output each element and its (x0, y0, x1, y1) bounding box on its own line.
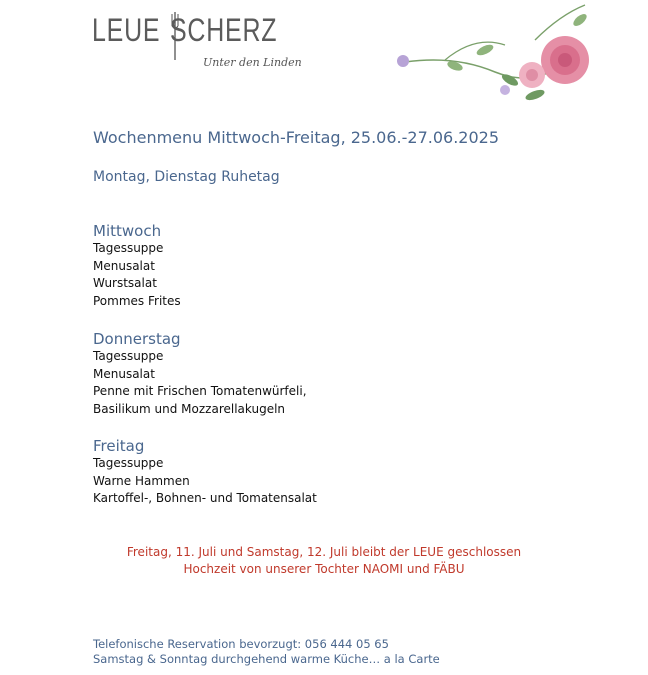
day-donnerstag (93, 330, 307, 418)
day-heading: Donnerstag (93, 330, 181, 348)
rose-decoration-icon (385, 0, 615, 110)
menu-item: Penne mit Frischen Tomatenwürfeli, (93, 384, 307, 398)
menu-item: Menusalat (93, 366, 155, 381)
closure-notice-line: Hochzeit von unserer Tochter NAOMI und FÄBU (183, 562, 465, 576)
logo-text-left: LEUE (92, 12, 161, 48)
menu-item: Pommes Frites (93, 293, 181, 308)
footer (93, 637, 440, 667)
day-heading: Freitag (93, 437, 145, 455)
menu-item: Tagessuppe (93, 349, 164, 363)
day-freitag (93, 437, 317, 508)
logo-text-right: SCHERZ (169, 12, 277, 48)
closure-notice-line: Freitag, 11. Juli und Samstag, 12. Juli bleibt der LEUE geschlossen (126, 545, 522, 559)
reservation-phone: Telefonische Reservation bevorzugt: 056 444 05 65 (93, 637, 389, 651)
menu-item: Basilikum und Mozzarellakugeln (93, 401, 286, 416)
menu-item: Wurstsalat (93, 276, 157, 290)
menu-item: Tagessuppe (93, 456, 164, 470)
day-mittwoch (93, 222, 181, 310)
closure-notice (0, 544, 648, 578)
day-heading: Mittwoch (93, 222, 162, 240)
page-title: Wochenmenu Mittwoch-Freitag, 25.06.-27.06.2025 (93, 128, 500, 147)
logo-subtitle: Unter den Linden (203, 56, 302, 69)
menu-item: Tagessuppe (93, 241, 164, 255)
menu-item: Menusalat (93, 258, 155, 273)
weekend-kitchen-note: Samstag & Sonntag durchgehend warme Küche… a la Carte (93, 652, 440, 666)
logo (92, 12, 307, 60)
menu-item: Kartoffel-, Bohnen- und Tomatensalat (93, 491, 317, 505)
menu-item: Warne Hammen (93, 473, 190, 488)
closed-days-note: Montag, Dienstag Ruhetag (93, 169, 280, 185)
